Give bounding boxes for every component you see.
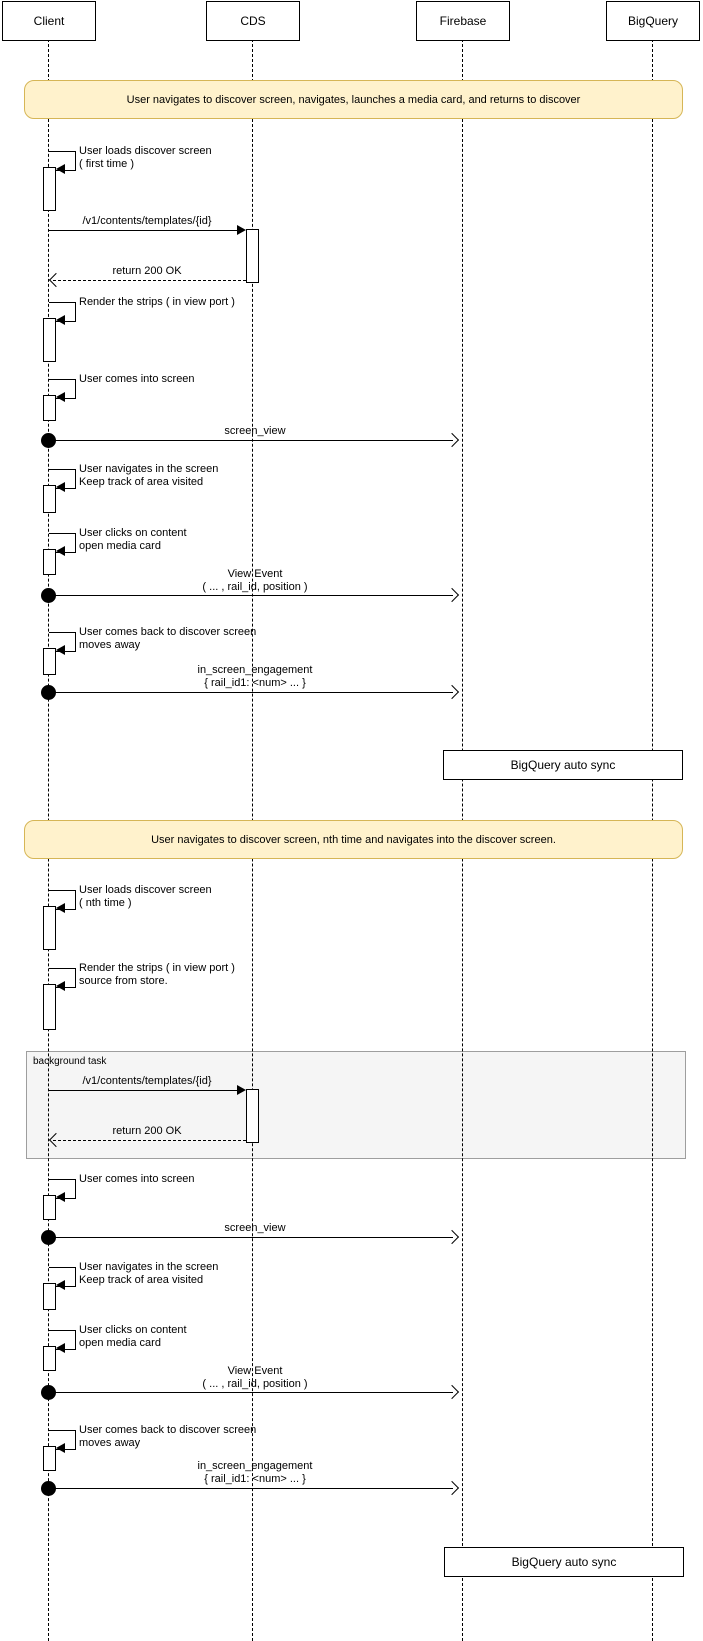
bigquery-auto-sync-box: BigQuery auto sync: [444, 1547, 684, 1577]
message-label: return 200 OK: [112, 265, 182, 277]
background-task-frame: [26, 1051, 686, 1159]
actor-firebase: Firebase: [416, 1, 510, 41]
event-line: [48, 692, 453, 693]
self-message-label: User loads discover screen: [79, 145, 212, 157]
arrowhead-solid-left-icon: [56, 645, 65, 655]
activation-cds: [246, 1089, 259, 1143]
arrowhead-solid-left-icon: [56, 1343, 65, 1353]
found-message-dot-icon: [41, 1230, 56, 1245]
self-message-label: User clicks on content: [79, 527, 187, 539]
activation-client: [43, 1283, 56, 1310]
event-label: { rail_id1: <num> ... }: [204, 1473, 306, 1485]
self-message-label: Render the strips ( in view port ): [79, 962, 235, 974]
self-message-label: User comes back to discover screen: [79, 626, 257, 638]
activation-client: [43, 395, 56, 421]
actor-cds: CDS: [206, 1, 300, 41]
self-message-label: Render the strips ( in view port ): [79, 296, 235, 308]
event-label: screen_view: [224, 425, 286, 437]
activation-client: [43, 485, 56, 513]
arrowhead-solid-left-icon: [56, 1192, 65, 1202]
found-message-dot-icon: [41, 1481, 56, 1496]
self-message-label: open media card: [79, 540, 161, 552]
self-message-label: moves away: [79, 639, 141, 651]
arrowhead-solid-left-icon: [56, 392, 65, 402]
event-label: screen_view: [224, 1222, 286, 1234]
activation-cds: [246, 229, 259, 283]
arrowhead-solid-right-icon: [237, 1085, 246, 1095]
arrowhead-solid-left-icon: [56, 482, 65, 492]
arrowhead-solid-left-icon: [56, 1443, 65, 1453]
self-message-label: User comes into screen: [79, 1173, 195, 1185]
self-message-label: moves away: [79, 1437, 141, 1449]
found-message-dot-icon: [41, 685, 56, 700]
self-message-label: User comes into screen: [79, 373, 195, 385]
self-message-label: source from store.: [79, 975, 168, 987]
self-message-label: open media card: [79, 1337, 161, 1349]
found-message-dot-icon: [41, 1385, 56, 1400]
event-label: View Event: [227, 568, 283, 580]
self-message-label: ( nth time ): [79, 897, 132, 909]
arrowhead-solid-left-icon: [56, 981, 65, 991]
found-message-dot-icon: [41, 588, 56, 603]
background-task-frame-label: background task: [33, 1056, 107, 1067]
message-line: [48, 1090, 238, 1091]
message-label: /v1/contents/templates/{id}: [82, 1075, 212, 1087]
arrowhead-solid-left-icon: [56, 546, 65, 556]
event-label: ( ... , rail_id, position ): [202, 581, 308, 593]
arrowhead-solid-left-icon: [56, 1280, 65, 1290]
found-message-dot-icon: [41, 433, 56, 448]
self-message-label: User navigates in the screen: [79, 463, 219, 475]
activation-client: [43, 318, 56, 362]
self-message-label: Keep track of area visited: [79, 476, 204, 488]
self-message-label: User clicks on content: [79, 1324, 187, 1336]
bigquery-auto-sync-box: BigQuery auto sync: [443, 750, 683, 780]
arrowhead-solid-right-icon: [237, 225, 246, 235]
arrowhead-solid-left-icon: [56, 903, 65, 913]
event-label: ( ... , rail_id, position ): [202, 1378, 308, 1390]
activation-client: [43, 1195, 56, 1220]
activation-client: [43, 906, 56, 950]
message-label: return 200 OK: [112, 1125, 182, 1137]
return-line: [53, 280, 246, 281]
event-line: [48, 1488, 453, 1489]
message-label: /v1/contents/templates/{id}: [82, 215, 212, 227]
event-line: [48, 595, 453, 596]
event-label: View Event: [227, 1365, 283, 1377]
self-message-label: User loads discover screen: [79, 884, 212, 896]
arrowhead-solid-left-icon: [56, 315, 65, 325]
self-message-label: User navigates in the screen: [79, 1261, 219, 1273]
event-line: [48, 440, 453, 441]
event-line: [48, 1392, 453, 1393]
activation-client: [43, 984, 56, 1030]
arrowhead-solid-left-icon: [56, 164, 65, 174]
activation-client: [43, 167, 56, 211]
message-line: [48, 230, 238, 231]
self-message-label: User comes back to discover screen: [79, 1424, 257, 1436]
actor-client: Client: [2, 1, 96, 41]
event-line: [48, 1237, 453, 1238]
self-message-label: Keep track of area visited: [79, 1274, 204, 1286]
note-banner-2: User navigates to discover screen, nth time and navigates into the discover screen.: [24, 820, 683, 859]
event-label: { rail_id1: <num> ... }: [204, 677, 306, 689]
return-line: [53, 1140, 246, 1141]
self-message-label: ( first time ): [79, 158, 134, 170]
event-label: in_screen_engagement: [197, 1460, 313, 1472]
event-label: in_screen_engagement: [197, 664, 313, 676]
actor-bigquery: BigQuery: [606, 1, 700, 41]
note-banner-1: User navigates to discover screen, navigates, launches a media card, and returns to discover: [24, 80, 683, 119]
